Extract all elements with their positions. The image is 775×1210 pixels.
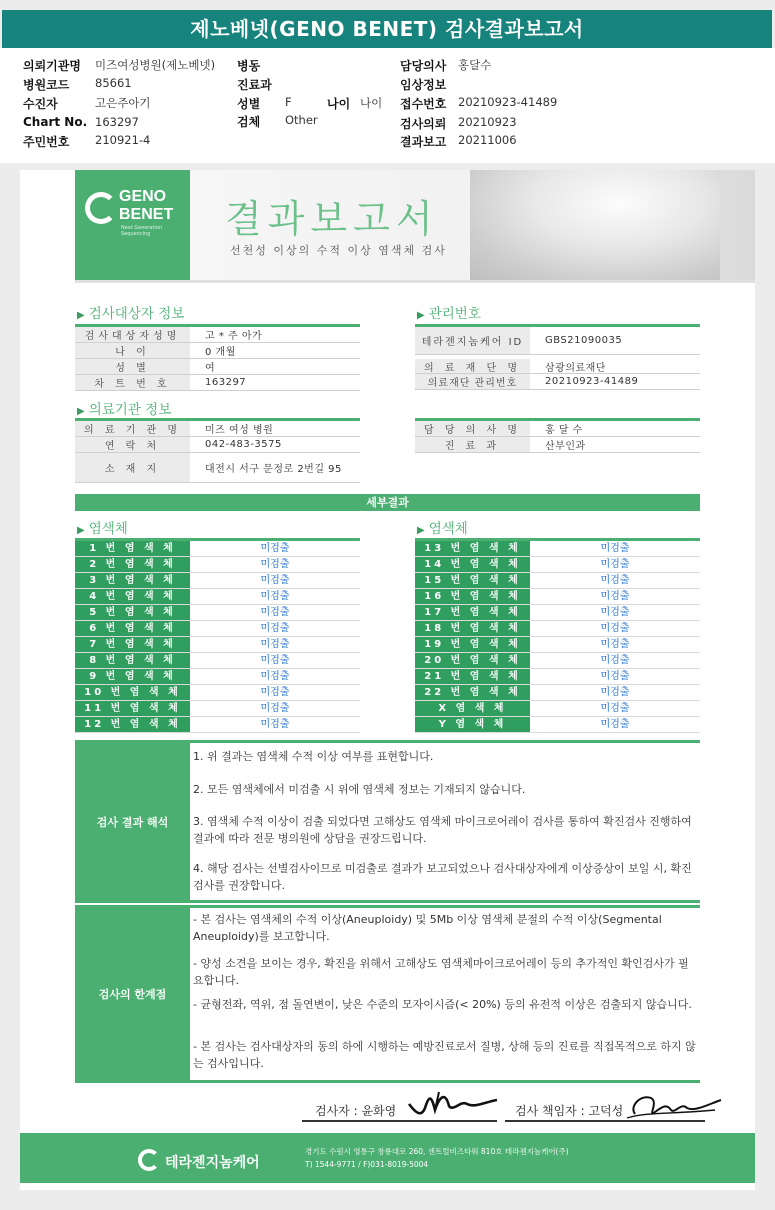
chromosome-result: 미검출 [600,639,630,650]
chromosome-row [415,701,700,717]
info-row: 연 락 처 042-483-3575 [75,437,360,453]
banner [190,170,755,280]
header-label: 임상정보 [400,78,447,92]
header-label: 수진자 [23,97,58,111]
chromosome-row [415,637,700,653]
chief-signature-label: 검사 책임자 : 고덕성 [515,1104,624,1118]
chevron-right-icon: ▶ [77,406,85,417]
chromosome-label: 8 번 염 색 체 [75,653,190,668]
chromosome-row [415,589,700,605]
chromosome-label: 19 번 염 색 체 [415,637,530,652]
chromosome-label: 12 번 염 색 체 [75,717,190,732]
chromosome-label: 5 번 염 색 체 [75,605,190,620]
header-value: 홍달수 [458,58,492,72]
report-header [0,48,775,163]
header-label: 접수번호 [400,97,447,111]
chromosome-label: 16 번 염 색 체 [415,589,530,604]
info-row: 진 료 과 산부인과 [415,437,700,453]
info-row: 차 트 번 호 163297 [75,375,360,391]
header-value: 나이 [360,96,383,110]
logo-wordmark: GENO BENET [119,188,174,223]
chromosome-row [75,605,360,621]
info-row: 나 이 0 개월 [75,343,360,359]
chromosome-label: 21 번 염 색 체 [415,669,530,684]
chromosome-row [75,669,360,685]
logo-panel [75,170,190,280]
chromosome-row [75,573,360,589]
chromosome-row [415,573,700,589]
info-row: 테라젠지놈케어 ID GBS21090035 [415,327,700,355]
footer-address: 경기도 수원시 영통구 창룡대로 260, 센트럴비즈타워 810호 테라젠지놈케어(주) T) 1544-9771 / F)031-8019-5004 [305,1147,569,1169]
limitations-box [75,905,700,1083]
chromosome-label: 18 번 염 색 체 [415,621,530,636]
chromosome-result: 미검출 [600,671,630,682]
chief-signature [625,1084,725,1124]
header-label: 성별 [237,97,261,111]
info-row: 의료재단 관리번호 20210923-41489 [415,374,700,390]
header-label: Chart No. [23,115,88,129]
report-paper [20,170,755,1190]
header-label: 검체 [237,115,261,129]
chromosome-label: 20 번 염 색 체 [415,653,530,668]
chromosome-label: 14 번 염 색 체 [415,557,530,572]
header-label: 결과보고 [400,135,447,149]
limitations-label: 검사의 한계점 [75,905,190,1083]
chromosome-result: 미검출 [260,591,290,602]
chromosome-result: 미검출 [600,591,630,602]
interpretation-item: 3. 염색체 수적 이상이 검출 되었다면 고해상도 염색체 마이크로어레이 검사를 통하여 확진검사 진행하여 결과에 따라 전문 병의원에 상담을 권장드립니다. [193,815,692,845]
info-row: 검사대상자성명 고 * 주 아가 [75,327,360,343]
chromosome-label: 17 번 염 색 체 [415,605,530,620]
section-management-title: ▶ 관리번호 [417,306,481,322]
chromosome-label: 9 번 염 색 체 [75,669,190,684]
header-value: 210921-4 [95,133,151,147]
chromosome-row [415,685,700,701]
chevron-right-icon: ▶ [417,310,425,321]
geno-benet-logo-icon [85,192,117,224]
chromosome-row [75,637,360,653]
chromosome-result: 미검출 [260,703,290,714]
info-row: 담 당 의 사 명 홍 달 수 [415,421,700,437]
header-label: 의뢰기관명 [23,59,81,73]
header-value: 20211006 [458,133,517,147]
chromosome-row [415,669,700,685]
chromosome-result: 미검출 [600,687,630,698]
chromosome-result: 미검출 [260,671,290,682]
header-label: 병원코드 [23,78,70,92]
chromosome-label: 7 번 염 색 체 [75,637,190,652]
chromosome-result: 미검출 [600,543,630,554]
detail-results-bar: 세부결과 [75,494,700,511]
chromosome-row [415,605,700,621]
section-institution-title: ▶ 의료기관 정보 [77,402,172,418]
info-row: 소 재 지 대전시 서구 문정로 2번길 95 [75,453,360,483]
interpretation-box [75,740,700,903]
header-label: 병동 [237,59,261,73]
interpretation-label: 검사 결과 해석 [75,740,190,903]
chromosome-result: 미검출 [260,575,290,586]
chromosome-row [75,701,360,717]
section-chromosome-title: ▶ 염색체 [77,521,128,537]
header-label: 나이 [327,97,351,111]
chromosome-label: 6 번 염 색 체 [75,621,190,636]
report-title: 제노베넷(GENO BENET) 검사결과보고서 [2,10,772,48]
chromosome-label: 3 번 염 색 체 [75,573,190,588]
chevron-right-icon: ▶ [77,310,85,321]
chromosome-label: Y 염 색 체 [415,717,530,732]
limitation-item: - 균형전좌, 역위, 점 돌연변이, 낮은 수준의 모자이시즘(< 20%) 등의 유전적 이상은 검출되지 않습니다. [193,998,692,1011]
header-value: 163297 [95,115,139,129]
chromosome-row [75,541,360,557]
header-value: 20210923 [458,115,517,129]
chromosome-label: 10 번 염 색 체 [75,685,190,700]
info-row: 의 료 재 단 명 삼광의료재단 [415,359,700,374]
chromosome-result: 미검출 [260,687,290,698]
chromosome-row [415,717,700,733]
chevron-right-icon: ▶ [77,525,85,536]
chromosome-row [415,557,700,573]
interpretation-item: 1. 위 결과는 염색체 수적 이상 여부를 표현합니다. [193,750,434,763]
chromosome-result: 미검출 [600,607,630,618]
header-label: 담당의사 [400,59,447,73]
tester-signature-label: 검사자 : 윤화영 [315,1104,397,1118]
theragen-logo-icon [138,1149,160,1171]
chromosome-result: 미검출 [260,543,290,554]
chromosome-row [75,685,360,701]
chromosome-result: 미검출 [260,607,290,618]
chromosome-result: 미검출 [260,719,290,730]
chromosome-row [75,621,360,637]
chromosome-label: 13 번 염 색 체 [415,541,530,556]
section-chromosome-title: ▶ 염색체 [417,521,468,537]
section-subject-title: ▶ 검사대상자 정보 [77,306,185,322]
chevron-right-icon: ▶ [417,525,425,536]
header-value: 85661 [95,76,132,90]
info-row: 의 료 기 관 명 미즈 여성 병원 [75,421,360,437]
header-value: 고은주아기 [95,96,151,110]
footer [20,1133,755,1183]
header-value: 20210923-41489 [458,95,558,109]
header-value: 미즈여성병원(제노베넷) [95,58,216,72]
banner-subtitle: 선천성 이상의 수적 이상 염색체 검사 [230,244,447,257]
interpretation-item: 4. 해당 검사는 선별검사이므로 미검출로 결과가 보고되었으나 검사대상자에게 이상증상이 보일 시, 확진검사를 권장합니다. [193,862,692,892]
chromosome-row [75,557,360,573]
chromosome-result: 미검출 [260,623,290,634]
chromosome-row [75,717,360,733]
chromosome-result: 미검출 [260,559,290,570]
chromosome-result: 미검출 [600,719,630,730]
header-value: Other [285,113,318,127]
chromosome-label: X 염 색 체 [415,701,530,716]
baby-feet-photo [470,170,720,280]
chromosome-result: 미검출 [260,655,290,666]
chromosome-row [75,653,360,669]
chromosome-result: 미검출 [600,703,630,714]
info-row: 성 별 여 [75,359,360,375]
logo-tagline: Next Generation Sequencing [121,225,163,237]
chromosome-label: 22 번 염 색 체 [415,685,530,700]
chromosome-label: 1 번 염 색 체 [75,541,190,556]
limitation-item: - 본 검사는 염색체의 수적 이상(Aneuploidy) 및 5Mb 이상 염색체 분절의 수적 이상(Segmental Aneuploidy)를 보고합니다. [193,913,662,943]
chromosome-result: 미검출 [600,575,630,586]
chromosome-label: 4 번 염 색 체 [75,589,190,604]
chromosome-row [415,541,700,557]
limitation-item: - 본 검사는 검사대상자의 동의 하에 시행하는 예방진료로서 질병, 상해 등의 진료를 직접목적으로 하지 않는 검사입니다. [193,1040,696,1070]
chromosome-result: 미검출 [600,655,630,666]
limitation-item: - 양성 소견을 보이는 경우, 확진을 위해서 고해상도 염색체마이크로어레이 등의 추가적인 확인검사가 필요합니다. [193,957,689,987]
chromosome-label: 11 번 염 색 체 [75,701,190,716]
chromosome-result: 미검출 [600,623,630,634]
interpretation-item: 2. 모든 염색체에서 미검출 시 위에 염색체 정보는 기재되지 않습니다. [193,783,526,796]
header-label: 주민번호 [23,135,70,149]
chromosome-result: 미검출 [260,639,290,650]
chromosome-label: 2 번 염 색 체 [75,557,190,572]
chromosome-result: 미검출 [600,559,630,570]
chromosome-row [415,621,700,637]
chromosome-label: 15 번 염 색 체 [415,573,530,588]
chromosome-row [415,653,700,669]
banner-divider [75,280,755,283]
chromosome-row [75,589,360,605]
banner-title: 결과보고서 [225,197,439,241]
footer-company: 테라젠지놈케어 [165,1155,260,1171]
header-value: F [285,95,292,109]
header-label: 검사의뢰 [400,117,447,131]
header-label: 진료과 [237,78,272,92]
tester-signature [405,1082,500,1122]
